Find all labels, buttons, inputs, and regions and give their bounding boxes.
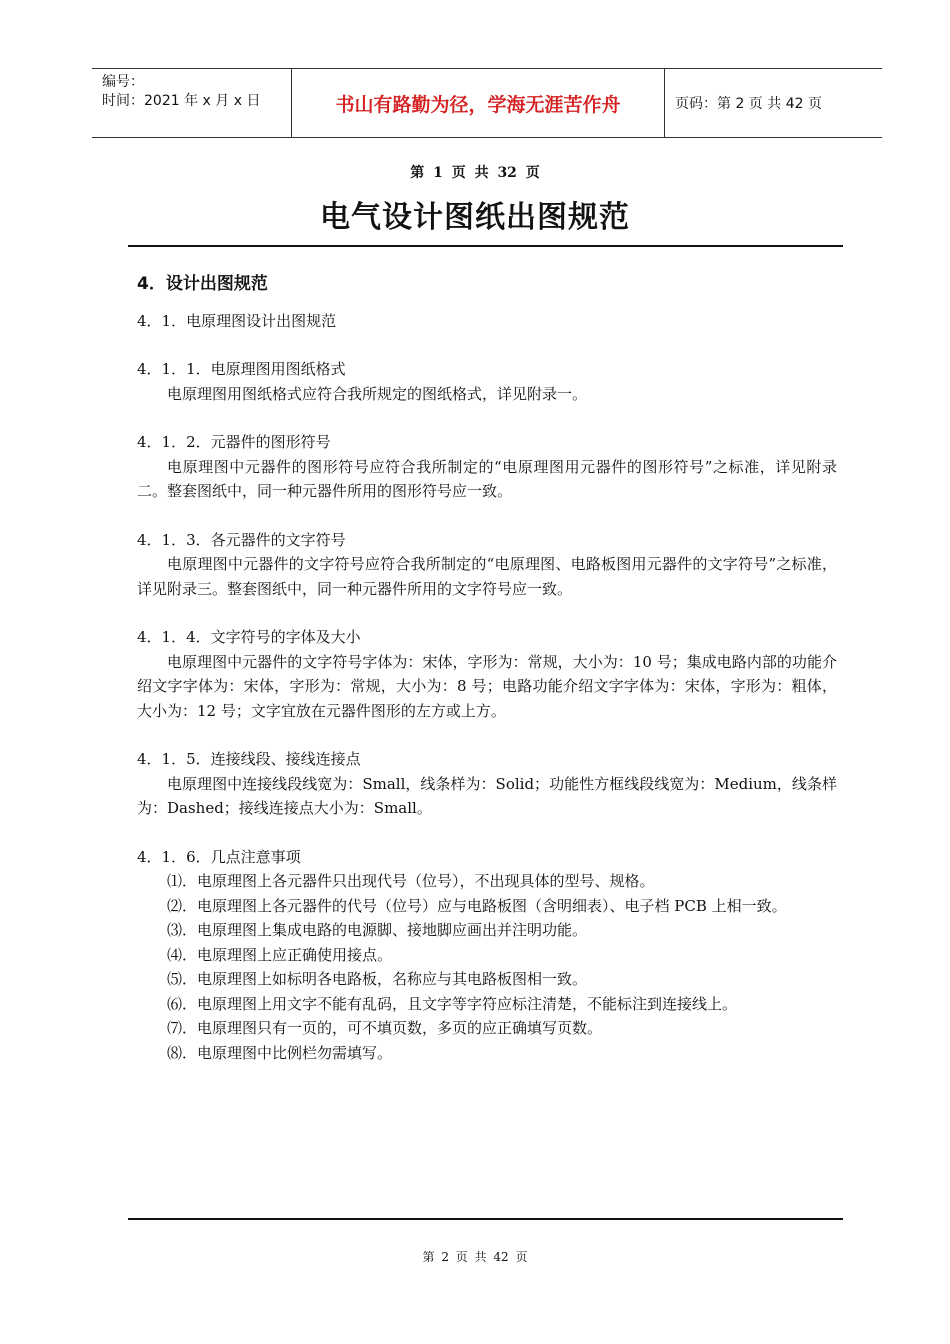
list-item: ⑺．电原理图只有一页的，可不填页数，多页的应正确填写页数。 — [167, 1019, 603, 1037]
section-4-1-4-heading: 4．1．4．文字符号的字体及大小 — [137, 628, 361, 646]
document-title: 电气设计图纸出图规范 — [320, 200, 630, 235]
page-indicator: 第 1 页 共 32 页 — [410, 165, 540, 181]
list-item: ⑷．电原理图上应正确使用接点。 — [167, 945, 393, 964]
list-item: ⑸．电原理图上如标明各电路板，名称应与其电路板图相一致。 — [167, 970, 588, 988]
title-divider — [128, 245, 843, 247]
header-table — [92, 68, 882, 138]
footer-page-number: 第 2 页 共 42 页 — [422, 1250, 528, 1264]
header-motto: 书山有路勤为径，学海无涯苦作舟 — [292, 69, 665, 137]
section-4-1-4 — [137, 625, 837, 723]
header-time-label: 时间：2021 年 x 月 x 日 — [102, 93, 261, 109]
list-item: ⑶．电原理图上集成电路的电源脚、接地脚应画出并注明功能。 — [167, 921, 588, 939]
section-4-1-3 — [137, 528, 837, 602]
document-body — [137, 272, 837, 1089]
section-4-1-5-body: 电原理图中连接线段线宽为：Small，线条样为：Solid；功能性方框线段线宽为：Medium，线条样为：Dashed；接线连接点大小为：Small。 — [137, 774, 837, 817]
header-page-label: 页码：第 2 页 共 42 页 — [675, 96, 822, 112]
section-4-1-1-heading: 4．1．1．电原理图用图纸格式 — [137, 360, 346, 378]
footer-divider — [128, 1218, 843, 1220]
section-4-1-2-heading: 4．1．2．元器件的图形符号 — [137, 433, 331, 451]
list-item: ⑻．电原理图中比例栏勿需填写。 — [167, 1043, 393, 1062]
section-4-1-4-body: 电原理图中元器件的文字符号字体为：宋体，字形为：常规，大小为：10 号；集成电路内部的功能介绍文字字体为：宋体，字形为：常规，大小为：8 号；电路功能介绍文字字体为：宋体，字形为：粗体，大小为：12 号；文字宜放在元器件图形的左方或上方。 — [137, 652, 837, 720]
header-meta-cell — [92, 69, 292, 137]
section-4-1 — [137, 309, 837, 334]
section-heading: 4．设计出图规范 — [137, 274, 268, 294]
section-4-1-6 — [137, 845, 837, 1066]
section-4-1-6-heading: 4．1．6．几点注意事项 — [137, 847, 301, 866]
list-item: ⑹．电原理图上用文字不能有乱码，且文字等字符应标注清楚，不能标注到连接线上。 — [167, 994, 738, 1013]
list-item: ⑵．电原理图上各元器件的代号（位号）应与电路板图（含明细表）、电子档 PCB 上相一致。 — [167, 896, 787, 915]
section-4-1-3-body: 电原理图中元器件的文字符号应符合我所制定的“电原理图、电路板图用元器件的文字符号”之标准，详见附录三。整套图纸中，同一种元器件所用的文字符号应一致。 — [137, 555, 837, 598]
section-4-1-5-heading: 4．1．5．连接线段、接线连接点 — [137, 750, 361, 768]
header-id-label: 编号： — [102, 74, 144, 90]
list-item: ⑴．电原理图上各元器件只出现代号（位号），不出现具体的型号、规格。 — [167, 872, 655, 890]
section-4-1-3-heading: 4．1．3．各元器件的文字符号 — [137, 530, 346, 549]
section-4-1-1 — [137, 357, 837, 406]
section-4-1-5 — [137, 747, 837, 821]
section-4-1-1-body: 电原理图用图纸格式应符合我所规定的图纸格式，详见附录一。 — [167, 384, 588, 403]
section-4-1-2 — [137, 430, 837, 504]
section-4-1-heading: 4．1．电原理图设计出图规范 — [137, 311, 337, 330]
section-4-1-2-body: 电原理图中元器件的图形符号应符合我所制定的“电原理图用元器件的图形符号”之标准，详见附录二。整套图纸中，同一种元器件所用的图形符号应一致。 — [137, 457, 837, 500]
